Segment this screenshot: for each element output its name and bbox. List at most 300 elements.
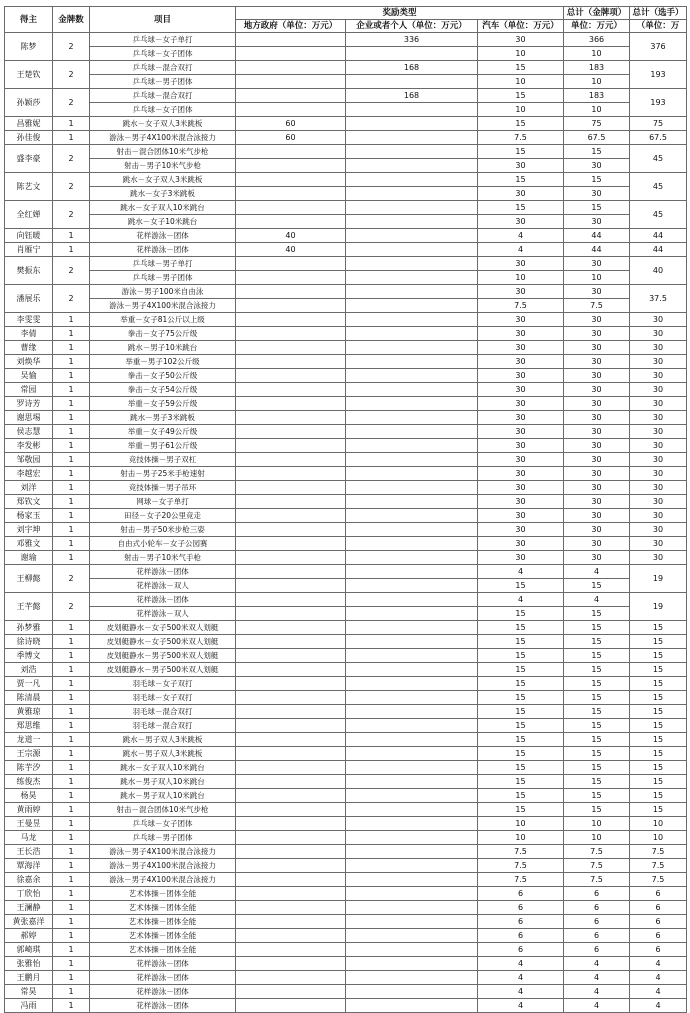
car-reward: 7.5: [478, 131, 564, 145]
enterprise-reward: [346, 733, 478, 747]
car-reward: 10: [478, 831, 564, 845]
item-total: 30: [564, 495, 630, 509]
winner-name: 常园: [5, 383, 53, 397]
enterprise-reward: [346, 173, 478, 187]
item-total: 7.5: [564, 873, 630, 887]
medal-count: 2: [53, 173, 90, 201]
enterprise-reward: [346, 859, 478, 873]
winner-name: 王长浩: [5, 845, 53, 859]
enterprise-reward: 168: [346, 61, 478, 75]
event-name: 花样游泳－双人: [90, 579, 236, 593]
local-gov-reward: [236, 747, 346, 761]
event-name: 跳水－男子10米跳台: [90, 341, 236, 355]
car-reward: 30: [478, 33, 564, 47]
local-gov-reward: [236, 103, 346, 117]
winner-name: 向钰暖: [5, 229, 53, 243]
table-row: [5, 257, 687, 271]
winner-name: 王宗源: [5, 747, 53, 761]
event-name: 羽毛球－女子双打: [90, 677, 236, 691]
enterprise-reward: [346, 425, 478, 439]
item-total: 44: [564, 243, 630, 257]
event-name: 羽毛球－混合双打: [90, 705, 236, 719]
event-name: 跳水－女子双人10米跳台: [90, 201, 236, 215]
event-name: 皮划艇静水－女子500米双人划艇: [90, 621, 236, 635]
car-reward: 15: [478, 691, 564, 705]
winner-name: 侯志慧: [5, 425, 53, 439]
local-gov-reward: [236, 593, 346, 607]
winner-name: 吴愉: [5, 369, 53, 383]
item-total: 30: [564, 383, 630, 397]
local-gov-reward: [236, 89, 346, 103]
enterprise-reward: [346, 187, 478, 201]
player-total: 30: [630, 313, 687, 327]
enterprise-reward: [346, 537, 478, 551]
local-gov-reward: [236, 537, 346, 551]
local-gov-reward: [236, 509, 346, 523]
medal-count: 1: [53, 873, 90, 887]
medal-count: 1: [53, 663, 90, 677]
winner-name: 陈清晨: [5, 691, 53, 705]
car-reward: 30: [478, 495, 564, 509]
medal-count: 1: [53, 999, 90, 1013]
medal-count: 1: [53, 677, 90, 691]
car-reward: 15: [478, 173, 564, 187]
local-gov-reward: [236, 467, 346, 481]
car-reward: 6: [478, 887, 564, 901]
local-gov-reward: [236, 327, 346, 341]
player-total: 15: [630, 621, 687, 635]
header-winner: 得主: [5, 7, 53, 33]
item-total: 6: [564, 915, 630, 929]
item-total: 15: [564, 733, 630, 747]
medal-count: 1: [53, 929, 90, 943]
table-row: [5, 957, 687, 971]
player-total: 10: [630, 817, 687, 831]
winner-name: 王澜静: [5, 901, 53, 915]
event-name: 竞技体操－男子双杠: [90, 453, 236, 467]
event-name: 跳水－男子双人3米跳板: [90, 747, 236, 761]
table-row: [5, 299, 687, 313]
event-name: 花样游泳－团体: [90, 999, 236, 1013]
player-total: 30: [630, 355, 687, 369]
winner-name: 徐诗晓: [5, 635, 53, 649]
enterprise-reward: 336: [346, 33, 478, 47]
player-total: 40: [630, 257, 687, 285]
local-gov-reward: [236, 971, 346, 985]
item-total: 15: [564, 579, 630, 593]
event-name: 拳击－女子54公斤级: [90, 383, 236, 397]
item-total: 30: [564, 453, 630, 467]
medal-count: 1: [53, 313, 90, 327]
player-total: 30: [630, 411, 687, 425]
event-name: 游泳－男子4X100米混合泳接力: [90, 873, 236, 887]
table-row: [5, 33, 687, 47]
local-gov-reward: [236, 369, 346, 383]
enterprise-reward: [346, 47, 478, 61]
enterprise-reward: [346, 411, 478, 425]
event-name: 游泳－男子4X100米混合泳接力: [90, 859, 236, 873]
player-total: 15: [630, 649, 687, 663]
local-gov-reward: [236, 985, 346, 999]
enterprise-reward: [346, 887, 478, 901]
table-row: [5, 635, 687, 649]
event-name: 游泳－男子4X100米混合泳接力: [90, 845, 236, 859]
event-name: 举重－女子59公斤级: [90, 397, 236, 411]
medal-count: 1: [53, 369, 90, 383]
local-gov-reward: [236, 341, 346, 355]
medal-count: 1: [53, 957, 90, 971]
table-row: [5, 509, 687, 523]
local-gov-reward: [236, 565, 346, 579]
medal-count: 1: [53, 635, 90, 649]
enterprise-reward: [346, 677, 478, 691]
medal-count: 2: [53, 33, 90, 61]
table-row: [5, 775, 687, 789]
item-total: 15: [564, 677, 630, 691]
item-total: 30: [564, 537, 630, 551]
item-total: 30: [564, 327, 630, 341]
player-total: 193: [630, 89, 687, 117]
item-total: 366: [564, 33, 630, 47]
table-row: [5, 215, 687, 229]
item-total: 15: [564, 789, 630, 803]
event-name: 拳击－女子50公斤级: [90, 369, 236, 383]
winner-name: 刘洋: [5, 481, 53, 495]
medal-count: 2: [53, 145, 90, 173]
local-gov-reward: [236, 957, 346, 971]
table-row: [5, 845, 687, 859]
winner-name: 丁欣怡: [5, 887, 53, 901]
car-reward: 4: [478, 229, 564, 243]
local-gov-reward: [236, 173, 346, 187]
enterprise-reward: [346, 117, 478, 131]
winner-name: 王楚钦: [5, 61, 53, 89]
car-reward: 30: [478, 551, 564, 565]
table-row: [5, 789, 687, 803]
player-total: 30: [630, 551, 687, 565]
table-row: [5, 495, 687, 509]
table-body: [5, 33, 687, 1013]
player-total: 15: [630, 747, 687, 761]
table-row: [5, 733, 687, 747]
car-reward: 30: [478, 355, 564, 369]
player-total: 15: [630, 705, 687, 719]
item-total: 15: [564, 705, 630, 719]
medal-count: 1: [53, 355, 90, 369]
item-total: 15: [564, 775, 630, 789]
event-name: 跳水－男子双人10米跳台: [90, 775, 236, 789]
event-name: 花样游泳－团体: [90, 971, 236, 985]
local-gov-reward: [236, 691, 346, 705]
car-reward: 30: [478, 327, 564, 341]
local-gov-reward: [236, 873, 346, 887]
event-name: 跳水－女子10米跳台: [90, 215, 236, 229]
event-name: 自由式小轮车－女子公园赛: [90, 537, 236, 551]
enterprise-reward: [346, 509, 478, 523]
table-row: [5, 103, 687, 117]
player-total: 15: [630, 733, 687, 747]
winner-name: 常昊: [5, 985, 53, 999]
enterprise-reward: [346, 635, 478, 649]
item-total: 30: [564, 159, 630, 173]
car-reward: 7.5: [478, 873, 564, 887]
local-gov-reward: [236, 551, 346, 565]
item-total: 10: [564, 817, 630, 831]
player-total: 30: [630, 383, 687, 397]
car-reward: 4: [478, 971, 564, 985]
local-gov-reward: [236, 733, 346, 747]
medal-count: 1: [53, 467, 90, 481]
medal-count: 1: [53, 481, 90, 495]
car-reward: 15: [478, 719, 564, 733]
table-row: [5, 313, 687, 327]
winner-name: 邹敬园: [5, 453, 53, 467]
table-row: [5, 327, 687, 341]
enterprise-reward: [346, 817, 478, 831]
player-total: 30: [630, 397, 687, 411]
table-row: [5, 285, 687, 299]
winner-name: 练俊杰: [5, 775, 53, 789]
header-medal-count: 金牌数: [53, 7, 90, 33]
table-row: [5, 383, 687, 397]
medal-count: 1: [53, 761, 90, 775]
player-total: 15: [630, 719, 687, 733]
header-local-gov: 地方政府（单位：万元）: [236, 20, 346, 33]
car-reward: 7.5: [478, 845, 564, 859]
player-total: 7.5: [630, 859, 687, 873]
car-reward: 4: [478, 593, 564, 607]
local-gov-reward: [236, 481, 346, 495]
event-name: 花样游泳－团体: [90, 243, 236, 257]
car-reward: 15: [478, 201, 564, 215]
car-reward: 30: [478, 481, 564, 495]
player-total: 67.5: [630, 131, 687, 145]
event-name: 射击－男子25米手枪速射: [90, 467, 236, 481]
car-reward: 15: [478, 621, 564, 635]
header-total-item-line1: 总计（金牌项）: [564, 7, 630, 20]
event-name: 游泳－男子4X100米混合泳接力: [90, 131, 236, 145]
winner-name: 李越宏: [5, 467, 53, 481]
car-reward: 6: [478, 943, 564, 957]
item-total: 15: [564, 201, 630, 215]
event-name: 乒乓球－男子团体: [90, 831, 236, 845]
event-name: 游泳－男子100米自由泳: [90, 285, 236, 299]
local-gov-reward: [236, 915, 346, 929]
event-name: 艺术体操－团体全能: [90, 929, 236, 943]
enterprise-reward: [346, 831, 478, 845]
medal-count: 1: [53, 985, 90, 999]
enterprise-reward: [346, 523, 478, 537]
item-total: 10: [564, 75, 630, 89]
car-reward: 10: [478, 47, 564, 61]
car-reward: 4: [478, 243, 564, 257]
local-gov-reward: [236, 439, 346, 453]
local-gov-reward: [236, 649, 346, 663]
enterprise-reward: [346, 593, 478, 607]
player-total: 30: [630, 495, 687, 509]
local-gov-reward: [236, 313, 346, 327]
table-row: [5, 411, 687, 425]
table-row: [5, 229, 687, 243]
enterprise-reward: [346, 929, 478, 943]
local-gov-reward: [236, 677, 346, 691]
medal-count: 2: [53, 89, 90, 117]
winner-name: 马龙: [5, 831, 53, 845]
medal-count: 2: [53, 201, 90, 229]
item-total: 30: [564, 425, 630, 439]
player-total: 6: [630, 929, 687, 943]
item-total: 10: [564, 831, 630, 845]
car-reward: 10: [478, 75, 564, 89]
medal-count: 1: [53, 845, 90, 859]
item-total: 6: [564, 887, 630, 901]
table-row: [5, 439, 687, 453]
enterprise-reward: [346, 369, 478, 383]
table-row: [5, 971, 687, 985]
local-gov-reward: [236, 187, 346, 201]
enterprise-reward: [346, 271, 478, 285]
event-name: 花样游泳－团体: [90, 229, 236, 243]
winner-name: 覃海洋: [5, 859, 53, 873]
player-total: 15: [630, 789, 687, 803]
event-name: 游泳－男子4X100米混合泳接力: [90, 299, 236, 313]
event-name: 皮划艇静水－女子500米双人划艇: [90, 635, 236, 649]
enterprise-reward: [346, 439, 478, 453]
enterprise-reward: [346, 957, 478, 971]
item-total: 30: [564, 257, 630, 271]
medal-count: 2: [53, 565, 90, 593]
local-gov-reward: [236, 803, 346, 817]
player-total: 4: [630, 985, 687, 999]
event-name: 举重－女子49公斤级: [90, 425, 236, 439]
event-name: 皮划艇静水－男子500米双人划艇: [90, 663, 236, 677]
car-reward: 4: [478, 999, 564, 1013]
event-name: 花样游泳－团体: [90, 593, 236, 607]
medal-count: 1: [53, 327, 90, 341]
item-total: 30: [564, 285, 630, 299]
table-row: [5, 271, 687, 285]
item-total: 4: [564, 999, 630, 1013]
event-name: 跳水－男子双人3米跳板: [90, 733, 236, 747]
header-event: 项目: [90, 7, 236, 33]
car-reward: 7.5: [478, 859, 564, 873]
table-row: [5, 859, 687, 873]
header-reward-type: 奖励类型: [236, 7, 564, 20]
medal-count: 2: [53, 257, 90, 285]
car-reward: 4: [478, 985, 564, 999]
medal-count: 1: [53, 523, 90, 537]
player-total: 44: [630, 243, 687, 257]
enterprise-reward: [346, 551, 478, 565]
winner-name: 王鹏月: [5, 971, 53, 985]
local-gov-reward: [236, 411, 346, 425]
player-total: 45: [630, 201, 687, 229]
table-row: [5, 173, 687, 187]
event-name: 花样游泳－团体: [90, 957, 236, 971]
medal-count: 1: [53, 383, 90, 397]
enterprise-reward: [346, 901, 478, 915]
local-gov-reward: [236, 817, 346, 831]
table-row: [5, 985, 687, 999]
table-row: [5, 565, 687, 579]
enterprise-reward: [346, 649, 478, 663]
car-reward: 30: [478, 523, 564, 537]
local-gov-reward: 60: [236, 131, 346, 145]
local-gov-reward: [236, 299, 346, 313]
car-reward: 15: [478, 89, 564, 103]
medal-count: 1: [53, 971, 90, 985]
header-total-player-line1: 总计（选手）: [630, 7, 687, 20]
item-total: 7.5: [564, 845, 630, 859]
car-reward: 30: [478, 257, 564, 271]
car-reward: 10: [478, 271, 564, 285]
player-total: 15: [630, 691, 687, 705]
local-gov-reward: [236, 61, 346, 75]
event-name: 艺术体操－团体全能: [90, 901, 236, 915]
table-row: [5, 943, 687, 957]
player-total: 15: [630, 761, 687, 775]
medal-count: 1: [53, 915, 90, 929]
winner-name: 肖雁宁: [5, 243, 53, 257]
player-total: 30: [630, 537, 687, 551]
medal-count: 1: [53, 733, 90, 747]
medal-count: 1: [53, 817, 90, 831]
local-gov-reward: [236, 523, 346, 537]
player-total: 15: [630, 663, 687, 677]
event-name: 花样游泳－团体: [90, 565, 236, 579]
winner-name: 杨昊: [5, 789, 53, 803]
player-total: 30: [630, 523, 687, 537]
local-gov-reward: [236, 201, 346, 215]
car-reward: 30: [478, 411, 564, 425]
table-row: [5, 159, 687, 173]
player-total: 6: [630, 901, 687, 915]
item-total: 15: [564, 649, 630, 663]
car-reward: 30: [478, 425, 564, 439]
winner-name: 孙梦雅: [5, 621, 53, 635]
car-reward: 15: [478, 803, 564, 817]
local-gov-reward: [236, 761, 346, 775]
car-reward: 15: [478, 663, 564, 677]
table-row: [5, 243, 687, 257]
enterprise-reward: [346, 467, 478, 481]
event-name: 花样游泳－团体: [90, 985, 236, 999]
winner-name: 刘浩: [5, 663, 53, 677]
winner-name: 孙佳俊: [5, 131, 53, 145]
item-total: 30: [564, 481, 630, 495]
table-row: [5, 999, 687, 1013]
event-name: 射击－男子10米气手枪: [90, 551, 236, 565]
enterprise-reward: [346, 999, 478, 1013]
enterprise-reward: [346, 201, 478, 215]
winner-name: 郝婷: [5, 929, 53, 943]
car-reward: 30: [478, 341, 564, 355]
table-row: [5, 831, 687, 845]
local-gov-reward: [236, 33, 346, 47]
medal-count: 1: [53, 243, 90, 257]
item-total: 183: [564, 61, 630, 75]
header-row-1: [5, 7, 687, 20]
winner-name: 黄张嘉洋: [5, 915, 53, 929]
medal-count: 1: [53, 341, 90, 355]
player-total: 7.5: [630, 845, 687, 859]
enterprise-reward: 168: [346, 89, 478, 103]
item-total: 30: [564, 411, 630, 425]
event-name: 乒乓球－女子单打: [90, 33, 236, 47]
car-reward: 15: [478, 789, 564, 803]
medal-count: 1: [53, 901, 90, 915]
item-total: 30: [564, 369, 630, 383]
